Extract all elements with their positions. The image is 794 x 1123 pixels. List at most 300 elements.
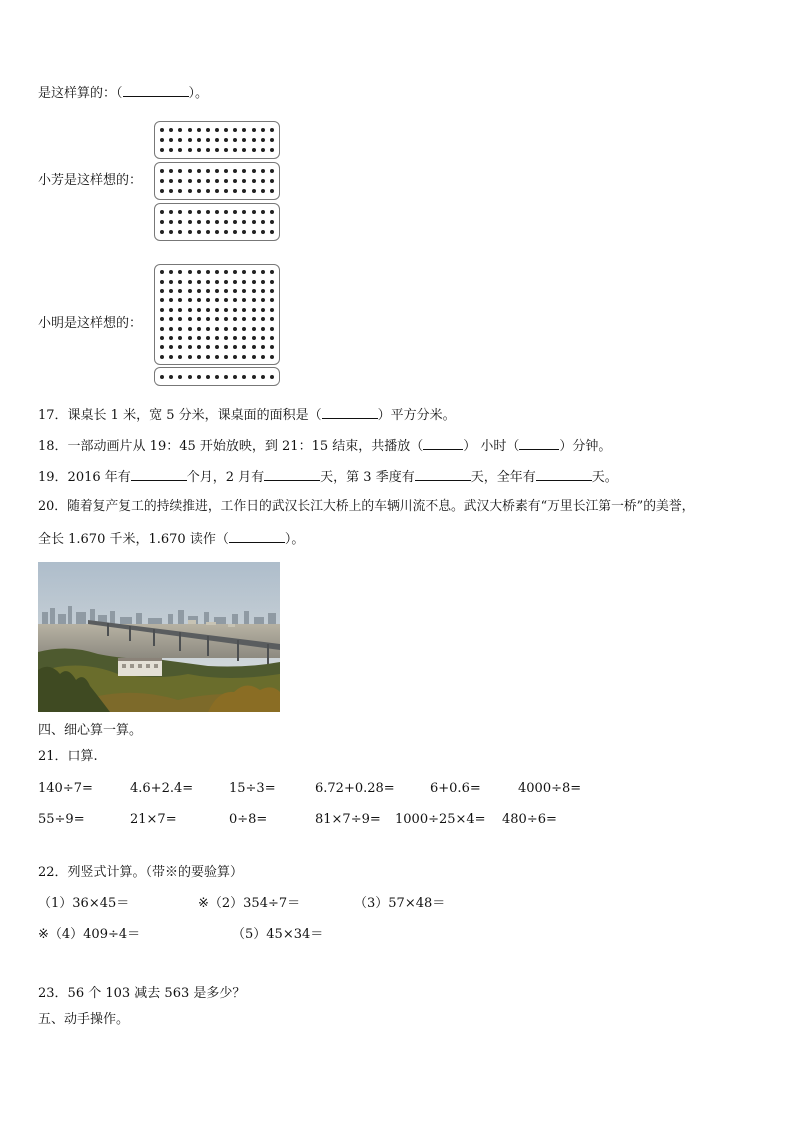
grid-dot <box>242 355 246 359</box>
grid-dot <box>270 148 274 152</box>
grid-dot <box>206 308 210 312</box>
vertical-calc-item: （1）36×45＝ <box>38 896 130 911</box>
grid-dot <box>261 189 265 193</box>
grid-dot <box>224 375 228 379</box>
grid-dot <box>270 308 274 312</box>
grid-dot <box>188 298 192 302</box>
grid-dot <box>261 327 265 331</box>
grid-dot <box>215 289 219 293</box>
dot-grid-xiaofang-2 <box>154 162 280 200</box>
grid-dot <box>188 138 192 142</box>
grid-dot <box>160 327 164 331</box>
grid-dot <box>197 345 201 349</box>
grid-dot <box>233 289 237 293</box>
grid-dot <box>215 327 219 331</box>
grid-dot <box>233 138 237 142</box>
grid-dot <box>169 308 173 312</box>
grid-dot <box>188 128 192 132</box>
grid-dot <box>215 308 219 312</box>
grid-dot <box>261 317 265 321</box>
grid-dot <box>233 280 237 284</box>
grid-dot <box>206 298 210 302</box>
grid-dot <box>242 308 246 312</box>
grid-dot <box>197 355 201 359</box>
grid-dot <box>242 298 246 302</box>
answer-blank[interactable] <box>229 530 285 543</box>
grid-dot <box>215 355 219 359</box>
xiaofang-label: 小芳是这样想的： <box>38 173 143 188</box>
grid-dot <box>252 189 256 193</box>
vertical-calc-item: ※（4）409÷4＝ <box>38 927 141 942</box>
grid-dot <box>233 317 237 321</box>
grid-dot <box>206 270 210 274</box>
grid-dot <box>206 289 210 293</box>
grid-dot <box>215 210 219 214</box>
grid-dot <box>188 179 192 183</box>
grid-dot <box>233 270 237 274</box>
grid-dot <box>233 230 237 234</box>
grid-dot <box>169 210 173 214</box>
answer-blank[interactable] <box>415 468 471 481</box>
grid-dot <box>197 179 201 183</box>
grid-dot <box>270 169 274 173</box>
grid-dot <box>242 230 246 234</box>
answer-blank[interactable] <box>519 437 559 450</box>
grid-dot <box>252 327 256 331</box>
question-22-title: 22．列竖式计算。（带※的要验算） <box>38 865 244 880</box>
grid-dot <box>206 169 210 173</box>
grid-dot <box>215 280 219 284</box>
vertical-calc-item: （3）57×48＝ <box>354 896 446 911</box>
grid-dot <box>160 280 164 284</box>
grid-dot <box>206 345 210 349</box>
grid-dot <box>197 270 201 274</box>
vertical-calc-item: （5）45×34＝ <box>232 927 324 942</box>
grid-dot <box>188 289 192 293</box>
grid-dot <box>215 189 219 193</box>
grid-dot <box>233 128 237 132</box>
grid-dot <box>178 138 182 142</box>
oral-calc-item: 1000÷25×4= <box>395 812 486 827</box>
grid-dot <box>252 179 256 183</box>
grid-dot <box>224 317 228 321</box>
grid-dot <box>160 138 164 142</box>
grid-dot <box>270 230 274 234</box>
oral-calc-item: 6+0.6= <box>430 781 481 796</box>
grid-dot <box>261 138 265 142</box>
grid-dot <box>169 138 173 142</box>
grid-dot <box>224 327 228 331</box>
grid-dot <box>233 327 237 331</box>
oral-calc-item: 4.6+2.4= <box>130 781 194 796</box>
answer-blank[interactable] <box>423 437 463 450</box>
question-17: 17．课桌长 1 米，宽 5 分米，课桌面的面积是（ ）平方分米。 <box>38 408 456 423</box>
grid-dot <box>233 220 237 224</box>
grid-dot <box>215 336 219 340</box>
answer-blank[interactable] <box>123 84 189 97</box>
dot-grid-xiaofang-3 <box>154 203 280 241</box>
grid-dot <box>252 230 256 234</box>
grid-dot <box>188 327 192 331</box>
grid-dot <box>197 375 201 379</box>
grid-dot <box>242 210 246 214</box>
grid-dot <box>160 270 164 274</box>
grid-dot <box>160 179 164 183</box>
grid-dot <box>215 345 219 349</box>
grid-dot <box>197 336 201 340</box>
grid-dot <box>188 148 192 152</box>
grid-dot <box>224 220 228 224</box>
grid-dot <box>224 210 228 214</box>
grid-dot <box>215 128 219 132</box>
grid-dot <box>252 138 256 142</box>
grid-dot <box>188 169 192 173</box>
grid-dot <box>160 355 164 359</box>
grid-dot <box>261 280 265 284</box>
grid-dot <box>178 189 182 193</box>
grid-dot <box>178 345 182 349</box>
oral-calc-item: 15÷3= <box>229 781 276 796</box>
grid-dot <box>188 189 192 193</box>
grid-dot <box>261 128 265 132</box>
grid-dot <box>242 179 246 183</box>
grid-dot <box>215 220 219 224</box>
grid-dot <box>242 169 246 173</box>
grid-dot <box>224 308 228 312</box>
grid-dot <box>178 327 182 331</box>
grid-dot <box>242 128 246 132</box>
answer-blank[interactable] <box>264 468 320 481</box>
grid-dot <box>178 270 182 274</box>
grid-dot <box>206 210 210 214</box>
grid-dot <box>270 336 274 340</box>
grid-dot <box>252 280 256 284</box>
grid-dot <box>224 345 228 349</box>
grid-dot <box>270 298 274 302</box>
grid-dot <box>270 355 274 359</box>
oral-calc-item: 480÷6= <box>502 812 557 827</box>
grid-dot <box>252 210 256 214</box>
grid-dot <box>188 220 192 224</box>
grid-dot <box>270 317 274 321</box>
grid-dot <box>178 355 182 359</box>
grid-dot <box>160 210 164 214</box>
grid-dot <box>224 128 228 132</box>
grid-dot <box>261 355 265 359</box>
grid-dot <box>233 345 237 349</box>
grid-dot <box>242 345 246 349</box>
grid-dot <box>252 336 256 340</box>
grid-dot <box>224 280 228 284</box>
grid-dot <box>197 210 201 214</box>
grid-dot <box>178 210 182 214</box>
grid-dot <box>252 270 256 274</box>
grid-dot <box>178 148 182 152</box>
grid-dot <box>206 128 210 132</box>
grid-dot <box>224 230 228 234</box>
grid-dot <box>169 317 173 321</box>
grid-dot <box>206 355 210 359</box>
grid-dot <box>206 336 210 340</box>
grid-dot <box>215 148 219 152</box>
grid-dot <box>224 169 228 173</box>
grid-dot <box>224 148 228 152</box>
grid-dot <box>160 220 164 224</box>
grid-dot <box>233 179 237 183</box>
oral-calc-item: 81×7÷9= <box>315 812 381 827</box>
grid-dot <box>270 375 274 379</box>
oral-calc-item: 55÷9= <box>38 812 85 827</box>
grid-dot <box>252 148 256 152</box>
grid-dot <box>252 298 256 302</box>
grid-dot <box>252 345 256 349</box>
grid-dot <box>169 345 173 349</box>
dot-grid-xiaoming-row <box>154 367 280 386</box>
grid-dot <box>178 308 182 312</box>
grid-dot <box>261 169 265 173</box>
grid-dot <box>242 317 246 321</box>
xiaoming-label: 小明是这样想的： <box>38 316 143 331</box>
grid-dot <box>224 298 228 302</box>
grid-dot <box>270 280 274 284</box>
grid-dot <box>233 308 237 312</box>
grid-dot <box>270 220 274 224</box>
grid-dot <box>160 169 164 173</box>
section-4-title: 四、细心算一算。 <box>38 723 143 738</box>
oral-calc-item: 140÷7= <box>38 781 93 796</box>
question-19: 19．2016 年有 个月，2 月有 天，第 3 季度有 天，全年有 天。 <box>38 470 618 485</box>
grid-dot <box>233 169 237 173</box>
oral-calc-item: 21×7= <box>130 812 177 827</box>
grid-dot <box>252 308 256 312</box>
grid-dot <box>206 220 210 224</box>
grid-dot <box>169 189 173 193</box>
grid-dot <box>242 138 246 142</box>
grid-dot <box>252 128 256 132</box>
grid-dot <box>261 375 265 379</box>
grid-dot <box>169 280 173 284</box>
grid-dot <box>206 317 210 321</box>
grid-dot <box>169 327 173 331</box>
grid-dot <box>270 270 274 274</box>
grid-dot <box>160 375 164 379</box>
grid-dot <box>270 210 274 214</box>
grid-dot <box>160 308 164 312</box>
grid-dot <box>169 148 173 152</box>
grid-dot <box>242 148 246 152</box>
grid-dot <box>188 336 192 340</box>
grid-dot <box>188 280 192 284</box>
grid-dot <box>242 336 246 340</box>
dot-grid-xiaofang-1 <box>154 121 280 159</box>
grid-dot <box>261 298 265 302</box>
grid-dot <box>242 375 246 379</box>
grid-dot <box>197 189 201 193</box>
grid-dot <box>206 230 210 234</box>
grid-dot <box>224 189 228 193</box>
grid-dot <box>197 298 201 302</box>
grid-dot <box>206 189 210 193</box>
question-20-line-2: 全长 1.670 千米，1.670 读作（ ）。 <box>38 532 305 547</box>
grid-dot <box>261 270 265 274</box>
grid-dot <box>270 179 274 183</box>
grid-dot <box>188 355 192 359</box>
grid-dot <box>252 355 256 359</box>
grid-dot <box>188 317 192 321</box>
grid-dot <box>169 298 173 302</box>
grid-dot <box>178 289 182 293</box>
grid-dot <box>197 138 201 142</box>
grid-dot <box>215 179 219 183</box>
top-line: 是这样算的：（ ）。 <box>38 86 209 101</box>
oral-calc-item: 4000÷8= <box>518 781 582 796</box>
grid-dot <box>242 270 246 274</box>
grid-dot <box>215 375 219 379</box>
grid-dot <box>188 210 192 214</box>
grid-dot <box>169 128 173 132</box>
grid-dot <box>188 270 192 274</box>
grid-dot <box>169 230 173 234</box>
grid-dot <box>233 336 237 340</box>
grid-dot <box>169 289 173 293</box>
grid-dot <box>169 375 173 379</box>
grid-dot <box>178 220 182 224</box>
grid-dot <box>270 189 274 193</box>
grid-dot <box>261 336 265 340</box>
grid-dot <box>261 289 265 293</box>
grid-dot <box>252 169 256 173</box>
grid-dot <box>252 289 256 293</box>
grid-dot <box>197 230 201 234</box>
grid-dot <box>169 179 173 183</box>
grid-dot <box>261 308 265 312</box>
grid-dot <box>242 327 246 331</box>
grid-dot <box>215 298 219 302</box>
grid-dot <box>178 128 182 132</box>
grid-dot <box>169 169 173 173</box>
grid-dot <box>197 327 201 331</box>
question-23: 23．56 个 103 减去 563 是多少？ <box>38 986 246 1001</box>
grid-dot <box>270 128 274 132</box>
grid-dot <box>252 317 256 321</box>
grid-dot <box>197 128 201 132</box>
grid-dot <box>206 148 210 152</box>
grid-dot <box>197 289 201 293</box>
grid-dot <box>242 220 246 224</box>
grid-dot <box>178 230 182 234</box>
grid-dot <box>224 138 228 142</box>
grid-dot <box>233 298 237 302</box>
grid-dot <box>233 355 237 359</box>
grid-dot <box>197 280 201 284</box>
grid-dot <box>215 317 219 321</box>
oral-calc-item: 0÷8= <box>229 812 268 827</box>
vertical-calc-item: ※（2）354÷7＝ <box>198 896 301 911</box>
grid-dot <box>261 220 265 224</box>
grid-dot <box>206 179 210 183</box>
grid-dot <box>270 289 274 293</box>
grid-dot <box>160 148 164 152</box>
grid-dot <box>178 317 182 321</box>
grid-dot <box>224 289 228 293</box>
question-21-title: 21．口算. <box>38 749 98 764</box>
answer-blank[interactable] <box>131 468 187 481</box>
grid-dot <box>160 298 164 302</box>
grid-dot <box>261 230 265 234</box>
grid-dot <box>252 220 256 224</box>
grid-dot <box>215 138 219 142</box>
grid-dot <box>270 138 274 142</box>
grid-dot <box>206 138 210 142</box>
grid-dot <box>188 345 192 349</box>
grid-dot <box>206 280 210 284</box>
answer-blank[interactable] <box>536 468 592 481</box>
grid-dot <box>169 336 173 340</box>
grid-dot <box>233 148 237 152</box>
question-18: 18．一部动画片从 19：45 开始放映，到 21：15 结束，共播放（ ） 小时（ ）分钟。 <box>38 439 612 454</box>
grid-dot <box>252 375 256 379</box>
dot-grid-xiaoming-hundred <box>154 264 280 365</box>
grid-dot <box>242 189 246 193</box>
grid-dot <box>242 289 246 293</box>
grid-dot <box>197 308 201 312</box>
grid-dot <box>270 345 274 349</box>
grid-dot <box>197 169 201 173</box>
grid-dot <box>160 345 164 349</box>
answer-blank[interactable] <box>322 406 378 419</box>
grid-dot <box>178 179 182 183</box>
grid-dot <box>270 327 274 331</box>
grid-dot <box>188 375 192 379</box>
grid-dot <box>197 220 201 224</box>
grid-dot <box>178 375 182 379</box>
grid-dot <box>188 308 192 312</box>
grid-dot <box>169 270 173 274</box>
wuhan-bridge-photo <box>38 562 280 712</box>
grid-dot <box>178 280 182 284</box>
grid-dot <box>206 327 210 331</box>
grid-dot <box>160 317 164 321</box>
grid-dot <box>160 128 164 132</box>
grid-dot <box>215 230 219 234</box>
grid-dot <box>242 280 246 284</box>
grid-dot <box>261 345 265 349</box>
grid-dot <box>224 355 228 359</box>
grid-dot <box>160 289 164 293</box>
grid-dot <box>178 169 182 173</box>
grid-dot <box>215 270 219 274</box>
grid-dot <box>215 169 219 173</box>
grid-dot <box>160 189 164 193</box>
grid-dot <box>233 210 237 214</box>
grid-dot <box>188 230 192 234</box>
grid-dot <box>169 220 173 224</box>
grid-dot <box>169 355 173 359</box>
grid-dot <box>160 336 164 340</box>
grid-dot <box>178 336 182 340</box>
section-5-title: 五、动手操作。 <box>38 1012 130 1027</box>
question-20-line-1: 20．随着复产复工的持续推进，工作日的武汉长江大桥上的车辆川流不息。武汉大桥素有“万里长江第一桥”的美誉， <box>38 499 695 514</box>
grid-dot <box>224 336 228 340</box>
grid-dot <box>261 210 265 214</box>
grid-dot <box>197 317 201 321</box>
grid-dot <box>261 179 265 183</box>
grid-dot <box>224 179 228 183</box>
grid-dot <box>233 375 237 379</box>
oral-calc-item: 6.72+0.28= <box>315 781 395 796</box>
grid-dot <box>261 148 265 152</box>
grid-dot <box>160 230 164 234</box>
